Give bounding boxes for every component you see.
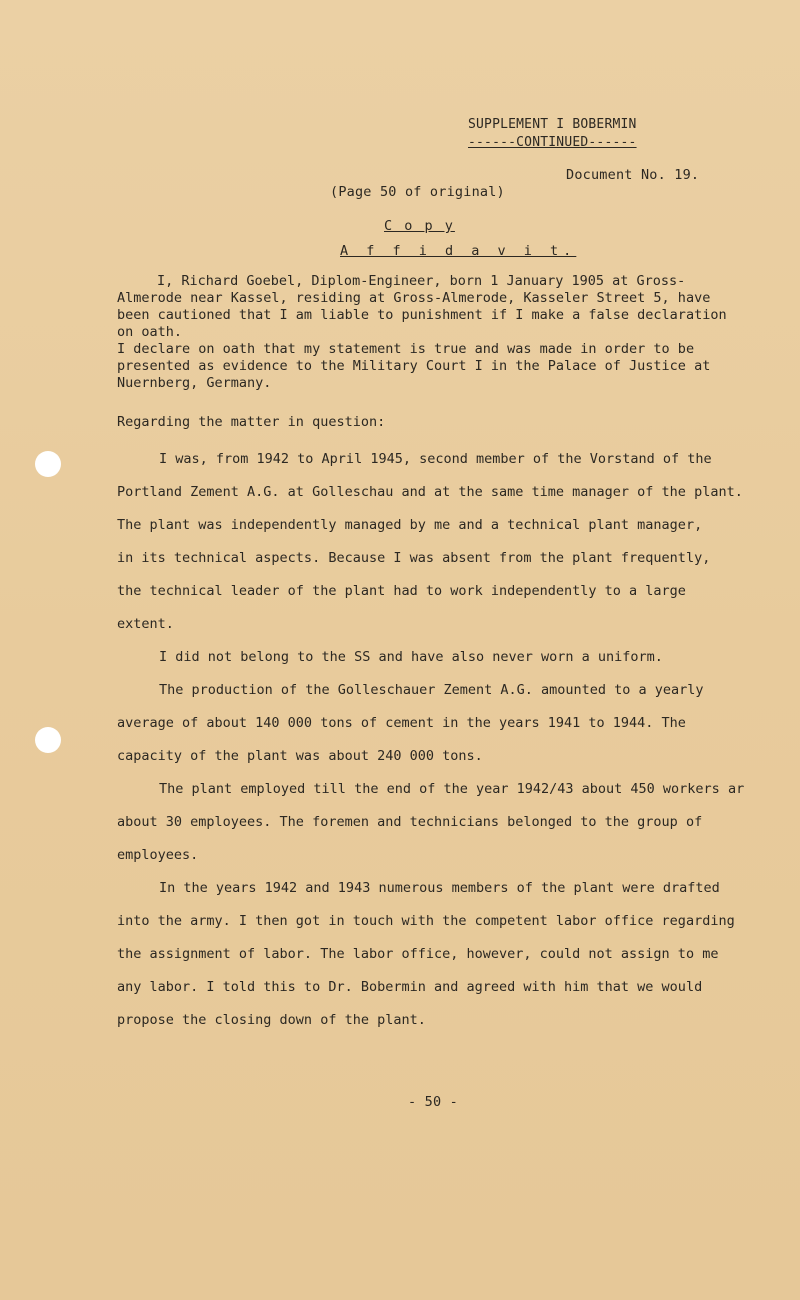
- oath-intro: [117, 273, 757, 392]
- punch-hole: [35, 727, 61, 753]
- body-line: about 30 employees. The foremen and technicians belonged to the group of: [117, 814, 703, 830]
- body-line: the assignment of labor. The labor office, however, could not assign to me: [117, 946, 719, 962]
- body-line: The plant employed till the end of the year 1942/43 about 450 workers ar: [159, 781, 745, 797]
- statement-body: [117, 443, 757, 1037]
- body-line: I was, from 1942 to April 1945, second member of the Vorstand of the: [159, 451, 712, 467]
- body-line: average of about 140 000 tons of cement in the years 1941 to 1944. The: [117, 715, 686, 731]
- body-line: into the army. I then got in touch with the competent labor office regarding: [117, 913, 735, 929]
- body-line: The plant was independently managed by me and a technical plant manager,: [117, 517, 703, 533]
- body-line: Portland Zement A.G. at Golleschau and at the same time manager of the plant.: [117, 484, 743, 500]
- body-line: in its technical aspects. Because I was absent from the plant frequently,: [117, 550, 711, 566]
- body-line: The production of the Golleschauer Zement A.G. amounted to a yearly: [159, 682, 704, 698]
- body-line: employees.: [117, 847, 199, 863]
- page-reference: (Page 50 of original): [330, 184, 505, 200]
- intro-line: on oath.: [117, 324, 183, 340]
- intro-line: I declare on oath that my statement is true and was made in order to be: [117, 341, 695, 357]
- copy-label: C o p y: [384, 218, 455, 234]
- punch-hole: [35, 451, 61, 477]
- regarding-line: Regarding the matter in question:: [117, 414, 386, 430]
- body-line: capacity of the plant was about 240 000 tons.: [117, 748, 483, 764]
- intro-line: been cautioned that I am liable to punishment if I make a false declaration: [117, 307, 727, 323]
- page-number: - 50 -: [408, 1094, 458, 1110]
- continued-header: ------CONTINUED------: [468, 135, 637, 150]
- body-line: extent.: [117, 616, 174, 632]
- body-line: I did not belong to the SS and have also never worn a uniform.: [159, 649, 663, 665]
- intro-line: Nuernberg, Germany.: [117, 375, 272, 391]
- body-line: In the years 1942 and 1943 numerous members of the plant were drafted: [159, 880, 720, 896]
- body-line: any labor. I told this to Dr. Bobermin and agreed with him that we would: [117, 979, 703, 995]
- affidavit-title: A f f i d a v i t.: [340, 243, 577, 259]
- intro-line: Almerode near Kassel, residing at Gross-Almerode, Kasseler Street 5, have: [117, 290, 711, 306]
- body-line: propose the closing down of the plant.: [117, 1012, 426, 1028]
- intro-line: presented as evidence to the Military Court I in the Palace of Justice at: [117, 358, 711, 374]
- supplement-header: SUPPLEMENT I BOBERMIN: [468, 117, 637, 132]
- document-number: Document No. 19.: [566, 167, 700, 183]
- intro-line: I, Richard Goebel, Diplom-Engineer, born 1 January 1905 at Gross-: [157, 273, 686, 289]
- body-line: the technical leader of the plant had to work independently to a large: [117, 583, 686, 599]
